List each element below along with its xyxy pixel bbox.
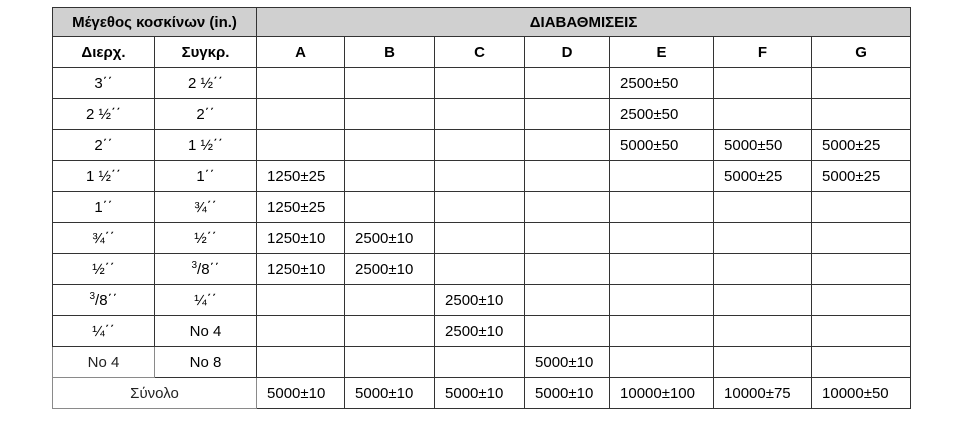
grade-value-cell <box>610 192 714 223</box>
grade-value-cell <box>525 161 610 192</box>
grade-value-cell <box>345 68 435 99</box>
grade-value-cell <box>610 285 714 316</box>
grade-value-cell: 2500±10 <box>435 316 525 347</box>
grade-value-cell <box>610 316 714 347</box>
grade-value-cell <box>525 285 610 316</box>
grade-value-cell <box>435 161 525 192</box>
grade-value-cell <box>345 161 435 192</box>
grade-value-cell <box>812 254 911 285</box>
grade-value-cell <box>610 161 714 192</box>
grade-value-cell <box>345 285 435 316</box>
table-body <box>53 68 911 378</box>
grade-value-cell <box>345 316 435 347</box>
grade-value-cell <box>812 99 911 130</box>
passing-size-cell: ¾΄΄ <box>53 223 155 254</box>
grade-value-cell <box>257 130 345 161</box>
retained-size-cell: 2΄΄ <box>155 99 257 130</box>
grade-value-cell <box>435 192 525 223</box>
grade-value-cell <box>714 316 812 347</box>
retained-size-cell: $^3$/8΄΄ <box>155 254 257 285</box>
table-row <box>53 254 911 285</box>
passing-size-cell: No 4 <box>53 347 155 378</box>
grade-value-cell <box>435 130 525 161</box>
grade-value-cell <box>525 130 610 161</box>
retained-size-cell: 1΄΄ <box>155 161 257 192</box>
grade-value-cell: 1250±10 <box>257 254 345 285</box>
total-cell: 10000±100 <box>610 378 714 409</box>
grade-value-cell <box>525 68 610 99</box>
grade-value-cell <box>257 285 345 316</box>
grade-value-cell <box>714 347 812 378</box>
grade-value-cell <box>610 223 714 254</box>
total-cell: 10000±50 <box>812 378 911 409</box>
grade-value-cell <box>345 192 435 223</box>
retained-size-cell: 1 ½΄΄ <box>155 130 257 161</box>
table-row <box>53 161 911 192</box>
table-row <box>53 347 911 378</box>
header-row-top <box>53 8 911 37</box>
table-row <box>53 130 911 161</box>
grade-value-cell: 2500±10 <box>345 254 435 285</box>
grade-value-cell <box>525 254 610 285</box>
grade-value-cell <box>812 68 911 99</box>
grade-value-cell: 2500±50 <box>610 68 714 99</box>
table-row <box>53 192 911 223</box>
grade-value-cell: 2500±10 <box>435 285 525 316</box>
passing-header: Διερχ. <box>53 37 155 68</box>
sieve-size-header: Μέγεθος κοσκίνων (in.) <box>53 8 257 37</box>
grade-value-cell <box>714 254 812 285</box>
grade-header: C <box>435 37 525 68</box>
grade-value-cell <box>714 99 812 130</box>
table-row <box>53 99 911 130</box>
grade-value-cell <box>812 192 911 223</box>
gradation-table <box>52 7 911 409</box>
grade-value-cell: 5000±25 <box>812 161 911 192</box>
grade-value-cell: 5000±50 <box>610 130 714 161</box>
table-row <box>53 316 911 347</box>
grade-value-cell <box>435 254 525 285</box>
retained-header: Συγκρ. <box>155 37 257 68</box>
grade-value-cell <box>525 99 610 130</box>
passing-size-cell: 2΄΄ <box>53 130 155 161</box>
grade-value-cell <box>525 316 610 347</box>
retained-size-cell: ½΄΄ <box>155 223 257 254</box>
grade-value-cell <box>610 347 714 378</box>
grade-value-cell <box>257 316 345 347</box>
total-cell: 5000±10 <box>257 378 345 409</box>
grade-value-cell <box>435 99 525 130</box>
grade-value-cell <box>812 285 911 316</box>
grade-value-cell: 5000±50 <box>714 130 812 161</box>
grade-value-cell <box>257 99 345 130</box>
table-row <box>53 68 911 99</box>
grade-value-cell <box>257 347 345 378</box>
total-cell: 10000±75 <box>714 378 812 409</box>
grade-header: D <box>525 37 610 68</box>
passing-size-cell: $^3$/8΄΄ <box>53 285 155 316</box>
grade-value-cell <box>345 99 435 130</box>
grade-value-cell <box>610 254 714 285</box>
grade-value-cell <box>714 68 812 99</box>
grade-value-cell <box>345 347 435 378</box>
table-row <box>53 285 911 316</box>
table-row <box>53 223 911 254</box>
grade-value-cell <box>812 316 911 347</box>
grade-header: B <box>345 37 435 68</box>
header-row-columns <box>53 37 911 68</box>
grade-value-cell: 1250±25 <box>257 192 345 223</box>
total-cell: 5000±10 <box>345 378 435 409</box>
grade-value-cell: 2500±50 <box>610 99 714 130</box>
grade-value-cell <box>435 223 525 254</box>
retained-size-cell: No 8 <box>155 347 257 378</box>
grade-value-cell <box>714 223 812 254</box>
grade-header: G <box>812 37 911 68</box>
grade-value-cell <box>345 130 435 161</box>
grade-value-cell <box>812 223 911 254</box>
gradations-header: ΔΙΑΒΑΘΜΙΣΕΙΣ <box>257 8 911 37</box>
grade-value-cell: 5000±25 <box>714 161 812 192</box>
grade-value-cell <box>257 68 345 99</box>
total-cell: 5000±10 <box>525 378 610 409</box>
grade-value-cell: 1250±25 <box>257 161 345 192</box>
retained-size-cell: ¼΄΄ <box>155 285 257 316</box>
passing-size-cell: 1 ½΄΄ <box>53 161 155 192</box>
passing-size-cell: 3΄΄ <box>53 68 155 99</box>
grade-value-cell <box>435 68 525 99</box>
grade-value-cell <box>812 347 911 378</box>
grade-value-cell: 5000±25 <box>812 130 911 161</box>
retained-size-cell: No 4 <box>155 316 257 347</box>
retained-size-cell: 2 ½΄΄ <box>155 68 257 99</box>
grade-header: A <box>257 37 345 68</box>
grade-value-cell: 2500±10 <box>345 223 435 254</box>
grade-value-cell <box>525 223 610 254</box>
retained-size-cell: ¾΄΄ <box>155 192 257 223</box>
passing-size-cell: ½΄΄ <box>53 254 155 285</box>
passing-size-cell: 2 ½΄΄ <box>53 99 155 130</box>
grade-value-cell <box>435 347 525 378</box>
grade-header: E <box>610 37 714 68</box>
grade-value-cell: 5000±10 <box>525 347 610 378</box>
passing-size-cell: 1΄΄ <box>53 192 155 223</box>
grade-value-cell <box>525 192 610 223</box>
passing-size-cell: ¼΄΄ <box>53 316 155 347</box>
total-row <box>53 378 911 409</box>
total-label: Σύνολο <box>53 378 257 409</box>
grade-value-cell: 1250±10 <box>257 223 345 254</box>
grade-header: F <box>714 37 812 68</box>
total-cell: 5000±10 <box>435 378 525 409</box>
grade-value-cell <box>714 192 812 223</box>
grade-value-cell <box>714 285 812 316</box>
